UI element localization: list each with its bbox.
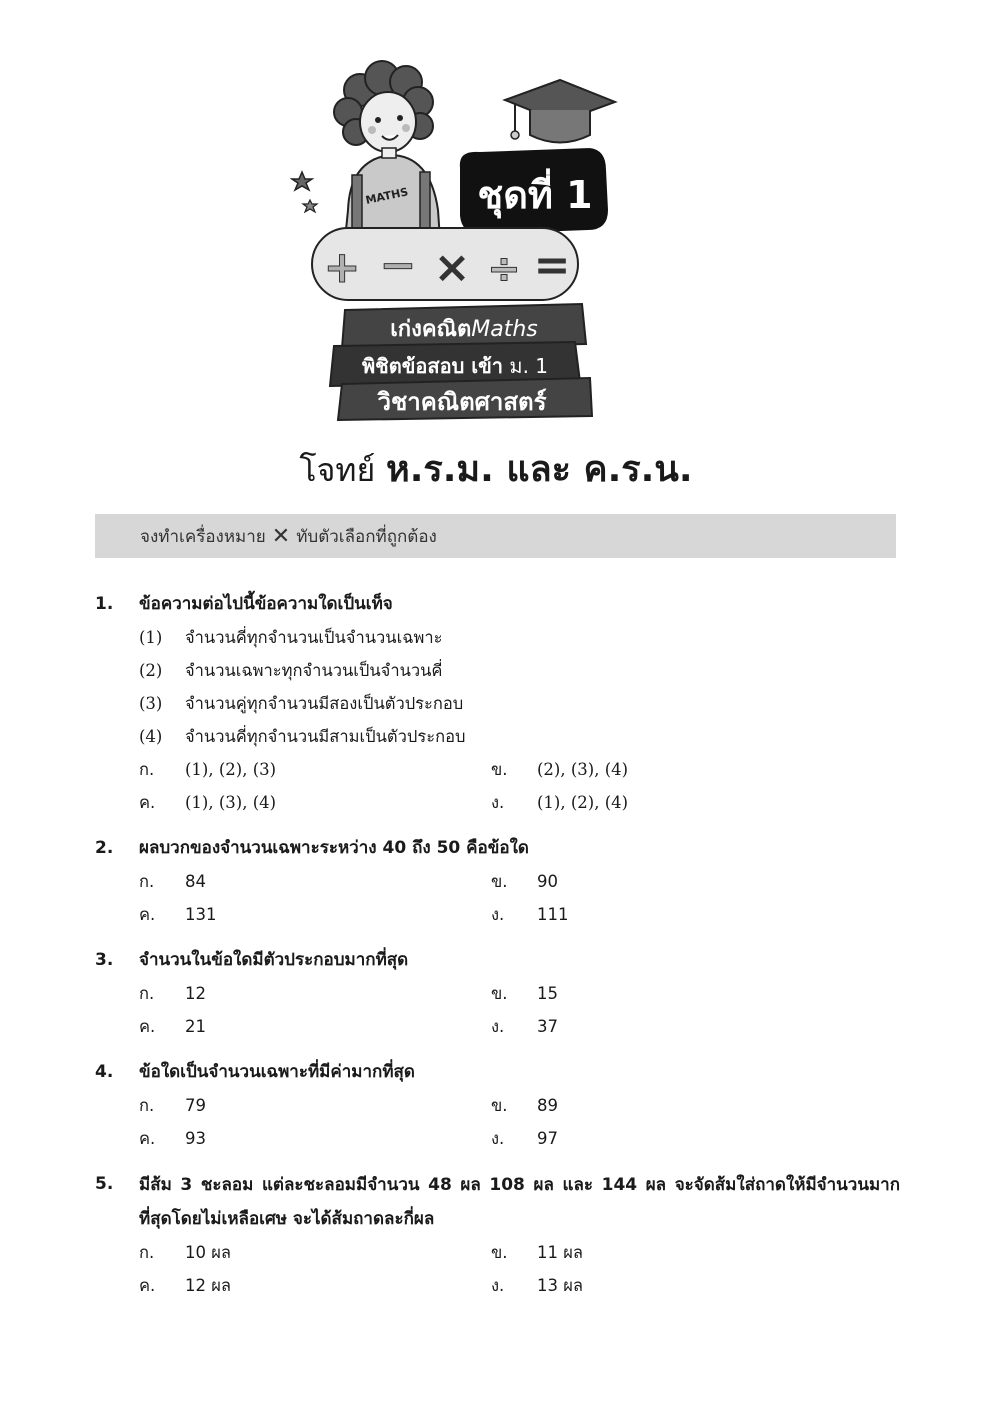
option-label: ข. bbox=[491, 760, 508, 779]
statement-number: (4) bbox=[139, 727, 163, 746]
math-symbols-bar bbox=[312, 228, 578, 300]
answer-option[interactable] bbox=[139, 1010, 491, 1043]
statement-item bbox=[139, 621, 900, 654]
option-text: 89 bbox=[537, 1096, 558, 1115]
option-text: 21 bbox=[185, 1017, 206, 1036]
book-3-title: วิชาคณิตศาสตร์ bbox=[377, 388, 547, 416]
option-label: ค. bbox=[139, 1129, 156, 1148]
answer-option[interactable] bbox=[491, 1089, 851, 1122]
question-2 bbox=[95, 832, 900, 931]
option-text: 12 bbox=[185, 984, 206, 1003]
answer-option[interactable] bbox=[491, 865, 851, 898]
option-text: 13 ผล bbox=[537, 1276, 584, 1295]
topic-heading bbox=[0, 440, 992, 497]
option-label: ค. bbox=[139, 793, 156, 812]
statement-text: จำนวนคี่ทุกจำนวนเป็นจำนวนเฉพาะ bbox=[185, 628, 443, 647]
instruction-after: ทับตัวเลือกที่ถูกต้อง bbox=[296, 526, 437, 547]
option-label: ง. bbox=[491, 905, 505, 924]
graduation-cap-icon bbox=[505, 80, 615, 143]
question-number: 4. bbox=[95, 1062, 114, 1082]
divide-icon: ÷ bbox=[487, 246, 521, 292]
statement-text: จำนวนคู่ทุกจำนวนมีสองเป็นตัวประกอบ bbox=[185, 694, 464, 713]
answer-option[interactable] bbox=[491, 1122, 851, 1155]
answer-option[interactable] bbox=[139, 1089, 491, 1122]
option-label: ง. bbox=[491, 793, 505, 812]
equals-icon: = bbox=[533, 240, 571, 291]
question-text: ผลบวกของจำนวนเฉพาะระหว่าง 40 ถึง 50 คือข้อใด bbox=[139, 838, 529, 858]
question-text: มีส้ม 3 ชะลอม แต่ละชะลอมมีจำนวน 48 ผล 108 ผล และ 144 ผล จะจัดส้มใส่ถาดให้มีจำนวนมากที่สุดโดยไม่เหลือเศษ จะได้ส้มถาดละกี่ผล bbox=[139, 1175, 900, 1229]
book-2-normal: ม. 1 bbox=[503, 354, 549, 378]
option-label: ง. bbox=[491, 1129, 505, 1148]
option-text: (1), (2), (4) bbox=[537, 793, 629, 812]
answer-option[interactable] bbox=[491, 753, 851, 786]
answer-option[interactable] bbox=[491, 786, 851, 819]
answer-options bbox=[139, 865, 900, 931]
topic-prefix: โจทย์ bbox=[299, 451, 376, 489]
option-text: 79 bbox=[185, 1096, 206, 1115]
answer-option[interactable] bbox=[139, 865, 491, 898]
question-list bbox=[95, 588, 900, 1315]
book-1-title bbox=[390, 317, 538, 342]
topic-title: ห.ร.ม. และ ค.ร.น. bbox=[386, 449, 693, 490]
cross-mark-icon: ✕ bbox=[271, 523, 291, 549]
answer-option[interactable] bbox=[491, 977, 851, 1010]
answer-option[interactable] bbox=[139, 1269, 491, 1302]
plus-icon: + bbox=[323, 242, 361, 293]
answer-options bbox=[139, 1236, 900, 1302]
option-text: 90 bbox=[537, 872, 558, 891]
book-2-title bbox=[362, 354, 548, 378]
option-label: ค. bbox=[139, 1276, 156, 1295]
option-label: ก. bbox=[139, 1243, 155, 1262]
book-1-bold: เก่งคณิต bbox=[390, 317, 472, 342]
multiply-icon: × bbox=[433, 242, 471, 293]
option-label: ค. bbox=[139, 1017, 156, 1036]
option-label: ค. bbox=[139, 905, 156, 924]
question-text: ข้อความต่อไปนี้ข้อความใดเป็นเท็จ bbox=[139, 594, 393, 614]
statement-item bbox=[139, 687, 900, 720]
option-label: ง. bbox=[491, 1017, 505, 1036]
set-number-badge bbox=[458, 146, 610, 236]
option-label: ก. bbox=[139, 872, 155, 891]
option-text: 11 ผล bbox=[537, 1243, 584, 1262]
question-text: จำนวนในข้อใดมีตัวประกอบมากที่สุด bbox=[139, 950, 409, 970]
answer-options bbox=[139, 977, 900, 1043]
option-label: ข. bbox=[491, 1243, 508, 1262]
answer-option[interactable] bbox=[139, 977, 491, 1010]
badge-text: ชุดที่ 1 bbox=[477, 173, 593, 217]
statement-number: (2) bbox=[139, 661, 163, 680]
book-2-bold: พิชิตข้อสอบ เข้า bbox=[361, 354, 504, 378]
question-4 bbox=[95, 1056, 900, 1155]
option-text: 84 bbox=[185, 872, 206, 891]
question-1 bbox=[95, 588, 900, 819]
statement-item bbox=[139, 720, 900, 753]
answer-options bbox=[139, 1089, 900, 1155]
statement-item bbox=[139, 654, 900, 687]
statement-text: จำนวนเฉพาะทุกจำนวนเป็นจำนวนคี่ bbox=[185, 661, 443, 680]
option-label: ข. bbox=[491, 984, 508, 1003]
answer-option[interactable] bbox=[139, 1122, 491, 1155]
question-number: 5. bbox=[95, 1174, 114, 1194]
option-label: ก. bbox=[139, 984, 155, 1003]
answer-option[interactable] bbox=[491, 1236, 851, 1269]
question-number: 1. bbox=[95, 594, 114, 614]
option-label: ข. bbox=[491, 1096, 508, 1115]
option-label: ก. bbox=[139, 760, 155, 779]
answer-option[interactable] bbox=[139, 786, 491, 819]
option-text: 37 bbox=[537, 1017, 558, 1036]
character-illustration-icon bbox=[334, 61, 440, 240]
option-text: 15 bbox=[537, 984, 558, 1003]
star-icon bbox=[292, 172, 317, 212]
option-text: 111 bbox=[537, 905, 569, 924]
answer-option[interactable] bbox=[139, 1236, 491, 1269]
option-text: 97 bbox=[537, 1129, 558, 1148]
option-text: 10 ผล bbox=[185, 1243, 232, 1262]
instruction-before: จงทำเครื่องหมาย bbox=[140, 526, 266, 547]
answer-option[interactable] bbox=[491, 1269, 851, 1302]
option-text: 12 ผล bbox=[185, 1276, 232, 1295]
option-label: ก. bbox=[139, 1096, 155, 1115]
answer-option[interactable] bbox=[139, 753, 491, 786]
shirt-text: MATHS bbox=[364, 185, 410, 207]
book-1-italic: Maths bbox=[471, 317, 538, 342]
minus-icon: − bbox=[379, 240, 417, 291]
book-stack bbox=[330, 304, 592, 420]
answer-options bbox=[139, 753, 900, 819]
instruction-bar bbox=[95, 514, 896, 558]
book-logo-illustration bbox=[290, 60, 630, 430]
option-text: 131 bbox=[185, 905, 217, 924]
question-5 bbox=[95, 1168, 900, 1302]
answer-option[interactable] bbox=[491, 1010, 851, 1043]
option-label: ข. bbox=[491, 872, 508, 891]
option-text: (2), (3), (4) bbox=[537, 760, 629, 779]
option-text: 93 bbox=[185, 1129, 206, 1148]
answer-option[interactable] bbox=[491, 898, 851, 931]
option-label: ง. bbox=[491, 1276, 505, 1295]
statement-number: (3) bbox=[139, 694, 163, 713]
statement-number: (1) bbox=[139, 628, 163, 647]
question-text: ข้อใดเป็นจำนวนเฉพาะที่มีค่ามากที่สุด bbox=[139, 1062, 415, 1082]
option-text: (1), (2), (3) bbox=[185, 760, 277, 779]
question-3 bbox=[95, 944, 900, 1043]
option-text: (1), (3), (4) bbox=[185, 793, 277, 812]
question-number: 3. bbox=[95, 950, 114, 970]
question-number: 2. bbox=[95, 838, 114, 858]
statement-text: จำนวนคี่ทุกจำนวนมีสามเป็นตัวประกอบ bbox=[185, 727, 466, 746]
answer-option[interactable] bbox=[139, 898, 491, 931]
